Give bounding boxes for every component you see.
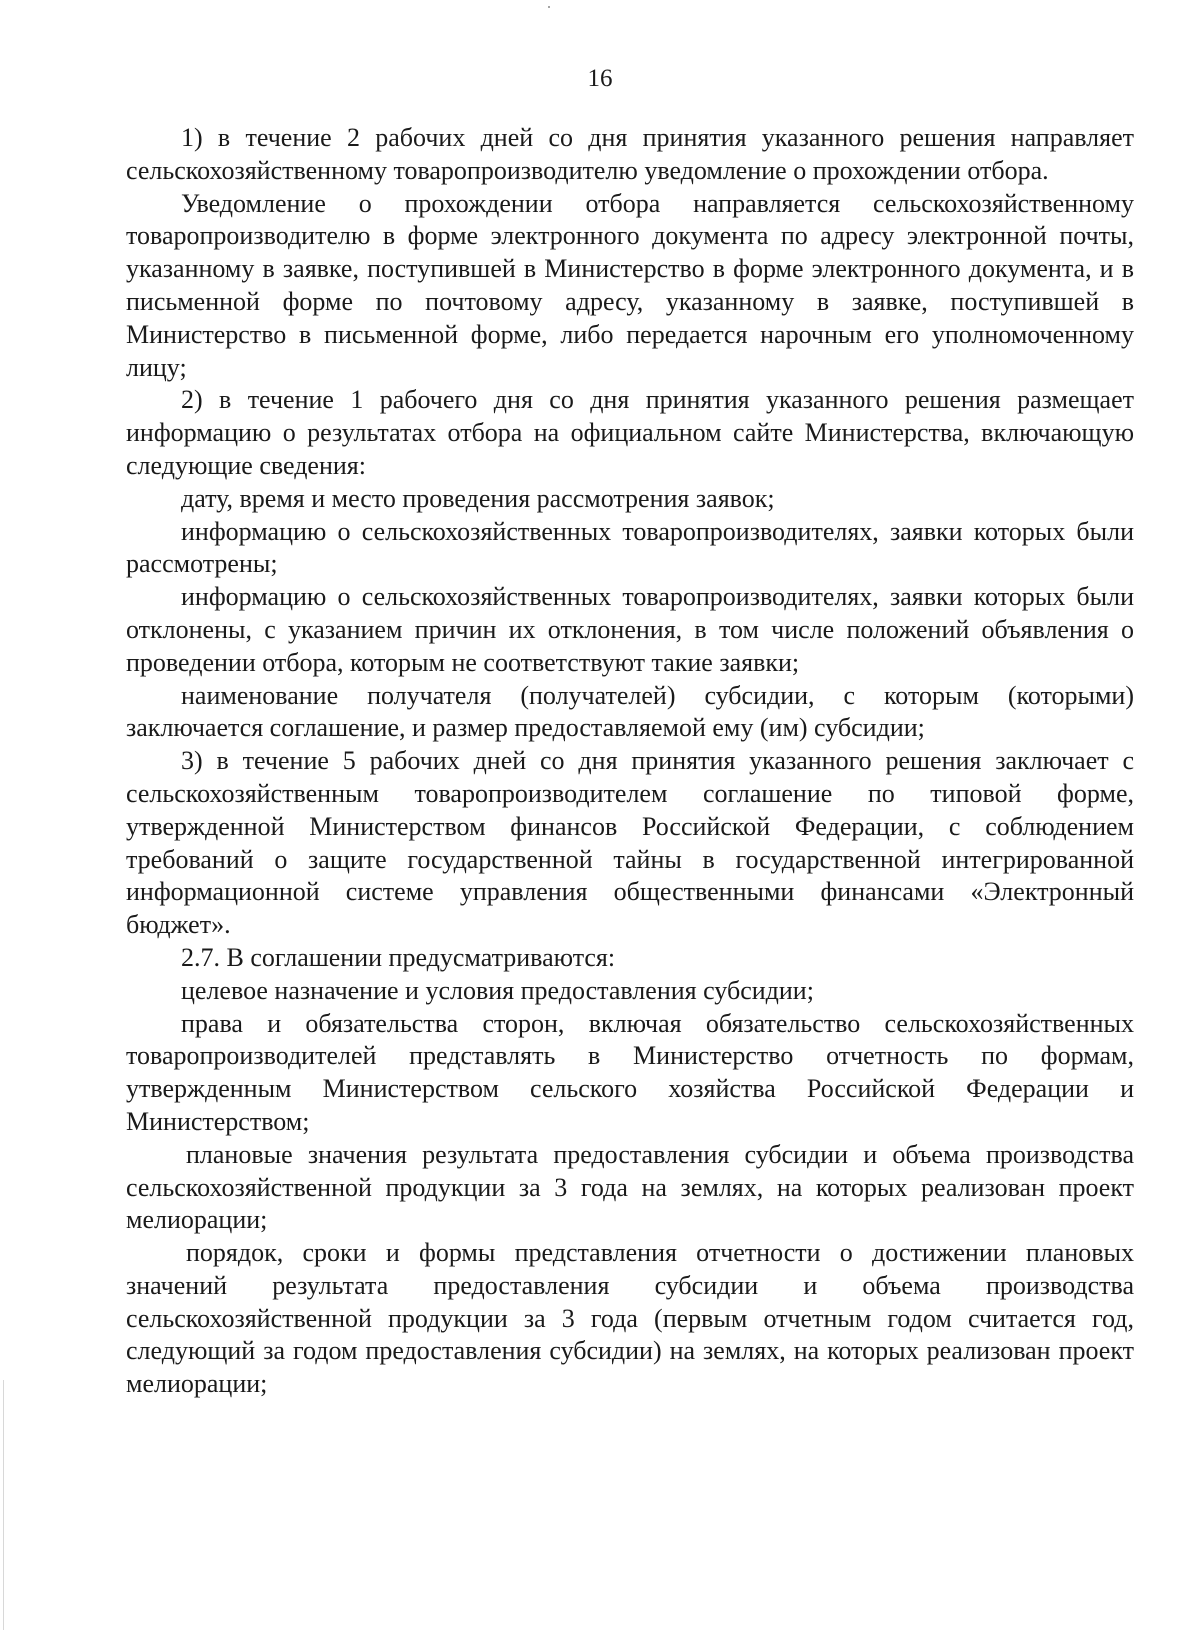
paragraph-rejected-applicants: информацию о сельскохозяйственных товаропроизводителях, заявки которых были отклонены, с указанием причин их отклонения, в том числе положений объявления о проведении отбора, которым не соответствуют такие заявки; <box>126 582 1134 677</box>
paragraph-item-3-agreement: 3) в течение 5 рабочих дней со дня принятия указанного решения заключает с сельскохозяйственным товаропроизводителем соглашение по типовой форме, утвержденной Министерством финансов Российской Федерации, с соблюдением требований о защите государственной тайны в государственной интегрированной информационной системе управления общественными финансами «Электронный бюджет». <box>126 746 1134 940</box>
paragraph-notice-delivery: Уведомление о прохождении отбора направляется сельскохозяйственному товаропроизводителю в форме электронного документа по адресу электронной почты, указанному в заявке, поступившей в Министерство в форме электронного документа, и в письменной форме по почтовому адресу, указанному в заявке, поступившей в Министерство в письменной форме, либо передается нарочным его уполномоченному лицу; <box>126 188 1134 382</box>
paragraph-item-2-publish-results: 2) в течение 1 рабочего дня со дня принятия указанного решения размещает информацию о результатах отбора на официальном сайте Министерства, включающую следующие сведения: <box>126 385 1134 480</box>
paragraph-item-1-send-notice: 1) в течение 2 рабочих дней со дня принятия указанного решения направляет сельскохозяйственному товаропроизводителю уведомление о прохождении отбора. <box>126 123 1134 185</box>
paragraph-section-2-7: 2.7. В соглашении предусматриваются: <box>181 942 616 972</box>
scan-edge-line <box>3 1380 4 1630</box>
paragraph-purpose: целевое назначение и условия предоставления субсидии; <box>181 975 814 1005</box>
paragraph-reviewed-applicants: информацию о сельскохозяйственных товаропроизводителях, заявки которых были рассмотрены; <box>126 516 1134 579</box>
page-number: 16 <box>587 65 613 92</box>
paragraph-review-date: дату, время и место проведения рассмотрения заявок; <box>181 483 775 513</box>
scan-speck <box>548 6 550 8</box>
paragraph-rights-obligations: права и обязательства сторон, включая обязательство сельскохозяйственных товаропроизводителей представлять в Министерство отчетность по формам, утвержденным Министерством сельского хозяйства Российской Федерации и Министерством; <box>126 1008 1134 1136</box>
paragraph-reporting-order: порядок, сроки и формы представления отчетности о достижении плановых значений результата предоставления субсидии и объема производства сельскохозяйственной продукции за 3 года (первым отчетным годом считается год, следующий за годом предоставления субсидии) на землях, на которых реализован проект мелиорации; <box>126 1238 1134 1399</box>
paragraph-recipient-name: наименование получателя (получателей) субсидии, с которым (которыми) заключается соглашение, и размер предоставляемой ему (им) субсидии; <box>126 680 1134 743</box>
body-text <box>126 122 1134 1401</box>
paragraph-planned-values: плановые значения результата предоставления субсидии и объема производства сельскохозяйственной продукции за 3 года на землях, на которых реализован проект мелиорации; <box>126 1139 1134 1235</box>
